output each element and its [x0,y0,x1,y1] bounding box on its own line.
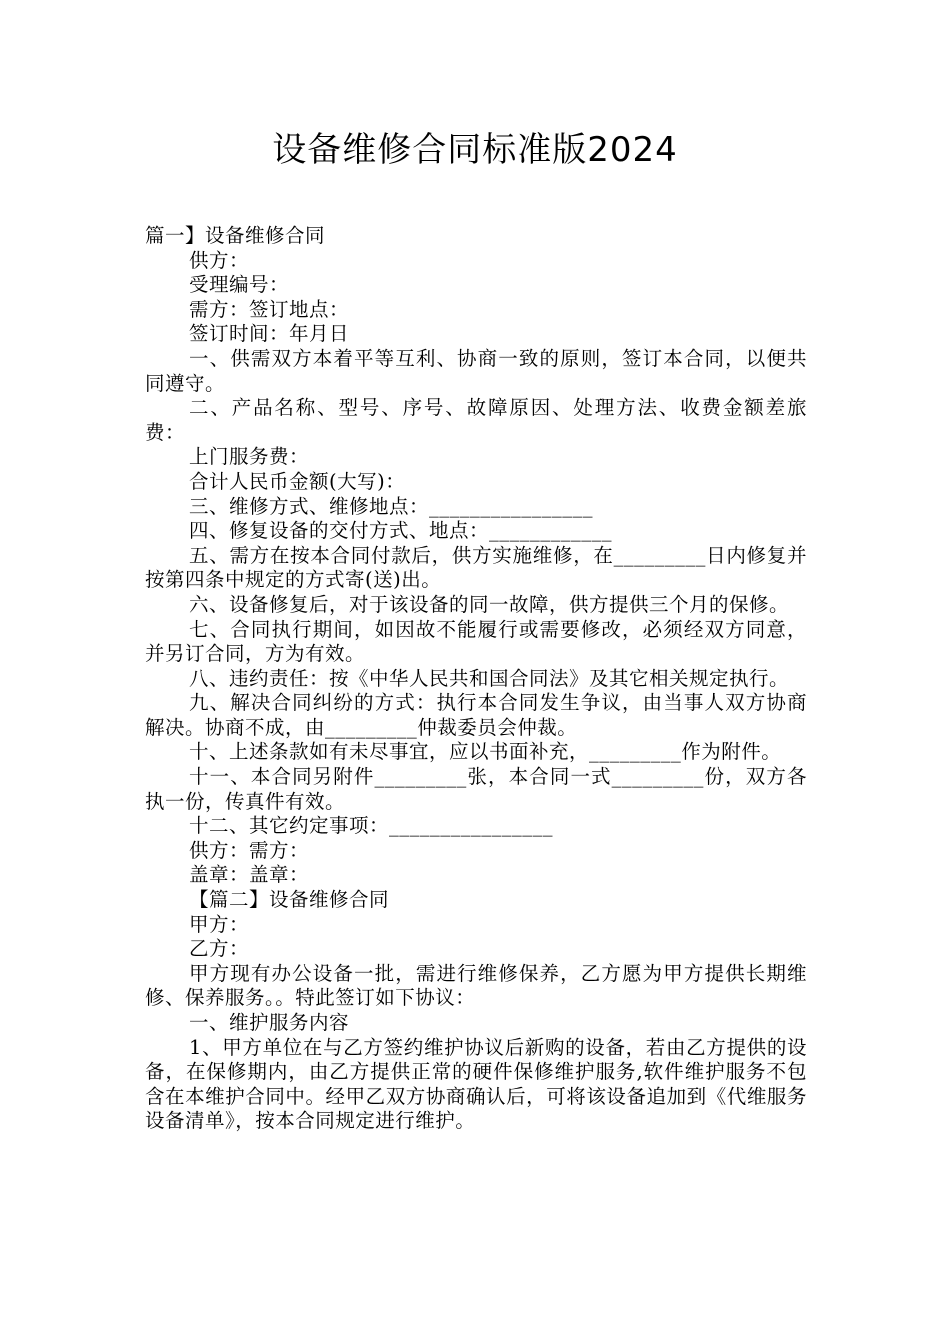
document-paragraph: 合计人民币金额(大写)： [189,469,406,493]
document-paragraph: 上门服务费： [189,445,310,469]
document-paragraph: 供方： [189,248,250,272]
document-body [145,224,807,1134]
document-paragraph: 供方：需方： [189,838,310,862]
document-title: 设备维修合同标准版2024 [272,130,678,170]
document-paragraph: 签订时间：年月日 [189,322,350,346]
document-paragraph: 四、修复设备的交付方式、地点：____________ [189,519,613,543]
document-paragraph: 六、设备修复后，对于该设备的同一故障，供方提供三个月的保修。 [189,592,790,616]
document-paragraph: 十一、本合同另附件_________张，本合同一式_________份，双方各执一份，传真件有效。 [145,765,807,813]
document-paragraph: 八、违约责任：按《中华人民共和国合同法》及其它相关规定执行。 [189,666,790,690]
document-paragraph: 需方：签订地点： [189,297,350,321]
document-paragraph: 一、维护服务内容 [189,1011,350,1034]
document-paragraph: 篇一】设备维修合同 [145,224,326,247]
document-paragraph: 【篇二】设备维修合同 [189,888,390,912]
document-paragraph: 七、合同执行期间，如因故不能履行或需要修改，必须经双方同意，并另订合同，方为有效。 [145,617,807,666]
document-paragraph: 受理编号： [189,273,290,297]
document-paragraph: 一、供需双方本着平等互利、协商一致的原则，签订本合同，以便共同遵守。 [145,346,807,395]
document-paragraph: 九、解决合同纠纷的方式：执行本合同发生争议，由当事人双方协商解决。协商不成，由_________仲裁委员会仲裁。 [145,691,807,739]
document-paragraph: 甲方： [189,912,250,936]
document-paragraph: 十、上述条款如有未尽事宜，应以书面补充，_________作为附件。 [189,740,782,764]
document-paragraph: 乙方： [189,937,250,961]
document-paragraph: 甲方现有办公设备一批，需进行维修保养，乙方愿为甲方提供长期维修、保养服务。。特此签订如下协议： [145,961,807,1010]
document-paragraph: 十二、其它约定事项：________________ [189,814,554,838]
document-paragraph: 五、需方在按本合同付款后，供方实施维修，在_________日内修复并按第四条中规定的方式寄(送)出。 [145,543,807,592]
document-paragraph: 三、维修方式、维修地点：________________ [189,494,594,518]
document-paragraph: 二、产品名称、型号、序号、故障原因、处理方法、收费金额差旅费： [145,396,807,444]
document-paragraph: 1、甲方单位在与乙方签约维护协议后新购的设备，若由乙方提供的设备，在保修期内，由乙方提供正常的硬件保修维护服务,软件维护服务不包含在本维护合同中。经甲乙双方协商确认后，可将该设备追加到《代维服务设备清单》，按本合同规定进行维护。 [145,1035,807,1133]
document-paragraph: 盖章：盖章： [189,863,310,887]
